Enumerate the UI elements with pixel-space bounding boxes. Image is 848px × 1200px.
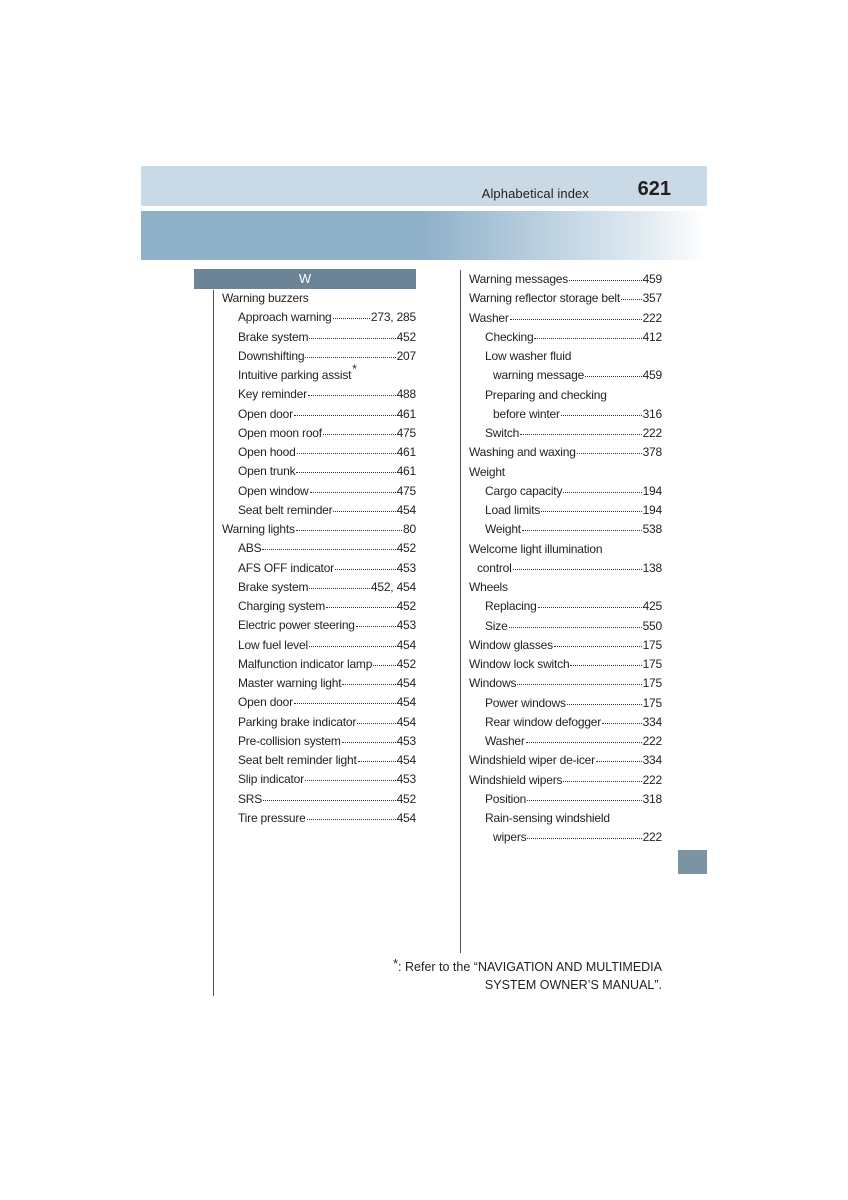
footnote-mark: *: [392, 956, 399, 971]
page-reference: 459: [642, 272, 662, 286]
dot-leader: [534, 337, 641, 339]
page-reference: 175: [642, 676, 662, 691]
dot-leader: [294, 414, 396, 416]
index-term: Windshield wipers: [469, 772, 563, 787]
index-subentry: [222, 693, 416, 712]
index-subentry: [222, 405, 416, 424]
index-term: Washing and waxing: [469, 445, 576, 460]
index-entry: [222, 520, 416, 539]
dot-leader: [323, 433, 396, 435]
index-term: Open window: [238, 483, 309, 498]
index-subentry: [469, 694, 662, 713]
page-reference: 454: [396, 810, 416, 825]
page-number: 621: [637, 178, 671, 200]
index-subentry: [222, 539, 416, 558]
page-reference: 461: [396, 445, 416, 459]
index-term: before winter: [493, 406, 560, 421]
index-subentry: [469, 809, 662, 828]
page-reference: 454: [396, 676, 416, 690]
footnote-line-2: SYSTEM OWNER’S MANUAL”.: [484, 978, 662, 992]
index-subentry: [469, 386, 662, 405]
header-title: Alphabetical index: [481, 186, 589, 201]
index-subentry: [222, 790, 416, 809]
dot-leader: [526, 741, 642, 743]
index-subentry: [222, 347, 416, 366]
index-entry: [469, 674, 662, 693]
index-term: Low washer fluid: [485, 349, 572, 363]
page-reference: 452: [396, 656, 416, 671]
index-term: Preparing and checking: [485, 387, 607, 402]
index-term: Key reminder: [238, 387, 307, 402]
index-subentry: [469, 617, 662, 636]
index-subentry: [222, 462, 416, 481]
dot-leader: [309, 337, 395, 339]
index-term: Open door: [238, 406, 293, 421]
index-entry: [469, 636, 662, 655]
page-reference: 453: [396, 560, 416, 575]
page-reference: 475: [396, 425, 416, 440]
page-reference: 461: [396, 406, 416, 421]
index-entry: [469, 463, 662, 482]
index-entry: [469, 540, 662, 559]
dot-leader: [522, 529, 642, 531]
index-term: Slip indicator: [238, 772, 304, 787]
dot-leader: [527, 799, 641, 801]
page-reference: 138: [642, 560, 662, 575]
index-term: Load limits: [485, 503, 541, 517]
index-term: Washer: [485, 734, 525, 748]
index-term: SRS: [238, 791, 263, 806]
page-reference: 273, 285: [370, 310, 416, 325]
page-reference: 452: [396, 599, 416, 613]
dot-leader: [563, 780, 641, 782]
page-reference: 222: [642, 426, 662, 440]
index-subentry: [469, 790, 662, 809]
index-entry: [469, 443, 662, 462]
index-subentry: [222, 501, 416, 520]
dot-leader: [563, 491, 641, 493]
dot-leader: [309, 587, 370, 589]
dot-leader: [358, 760, 396, 762]
page-reference: 194: [642, 503, 662, 517]
dot-leader: [541, 510, 641, 512]
index-term: Master warning light: [238, 676, 342, 690]
dot-leader: [326, 606, 396, 608]
index-term: Open moon roof: [238, 425, 322, 440]
page-reference: 378: [642, 445, 662, 460]
dot-leader: [297, 452, 396, 454]
index-subentry: [469, 732, 662, 751]
index-entry: [469, 655, 662, 674]
dot-leader: [621, 298, 642, 300]
index-term: Open hood: [238, 445, 296, 459]
index-term: Size: [485, 618, 508, 633]
index-subentry: [222, 385, 416, 404]
index-subentry: [222, 578, 416, 597]
index-column-right: [469, 270, 662, 848]
dot-leader: [517, 683, 641, 685]
page-reference: 318: [642, 791, 662, 806]
index-term: AFS OFF indicator: [238, 560, 334, 575]
index-entry: [469, 309, 662, 328]
page-reference: 453: [396, 618, 416, 633]
page-reference: 454: [396, 695, 416, 710]
index-entry: [469, 578, 662, 597]
page-reference: 207: [396, 348, 416, 363]
index-subentry: [222, 809, 416, 828]
index-term: Cargo capacity: [485, 483, 563, 498]
page-reference: 452, 454: [370, 579, 416, 594]
index-subentry: [222, 482, 416, 501]
page-reference: 175: [642, 657, 662, 671]
page-reference: 454: [396, 753, 416, 767]
page-reference: 175: [642, 637, 662, 652]
dot-leader: [307, 818, 396, 820]
dot-leader: [294, 702, 396, 704]
index-subentry: [222, 713, 416, 732]
index-subentry: [222, 424, 416, 443]
header-band: [141, 211, 707, 260]
index-subentry: [222, 770, 416, 789]
footnote-line-1: [342, 958, 662, 976]
column-rule-left: [213, 290, 214, 996]
dot-leader: [570, 664, 641, 666]
dot-leader: [567, 703, 642, 705]
dot-leader: [309, 645, 396, 647]
index-entry: [469, 289, 662, 308]
page-reference: 222: [642, 310, 662, 325]
dot-leader: [509, 626, 642, 628]
index-term: Low fuel level: [238, 637, 308, 652]
index-term: Pre-collision system: [238, 733, 341, 748]
dot-leader: [342, 683, 395, 685]
index-term: Warning messages: [469, 272, 569, 286]
section-tab-marker: [678, 850, 707, 874]
index-term: Warning reflector storage belt: [469, 291, 620, 306]
dot-leader: [585, 375, 642, 377]
index-subentry: [469, 482, 662, 501]
page-reference: 475: [396, 483, 416, 498]
index-term: Brake system: [238, 579, 309, 594]
index-subentry: [469, 328, 662, 347]
page-reference: 452: [396, 541, 416, 556]
index-term: Intuitive parking assist: [238, 368, 352, 382]
index-term: Window lock switch: [469, 657, 570, 671]
index-subentry: [469, 501, 662, 520]
page-reference: 334: [642, 753, 662, 768]
index-term: Warning lights: [222, 522, 295, 536]
page-reference: 175: [642, 695, 662, 710]
index-subentry: [222, 597, 416, 616]
index-term: Rain-sensing windshield: [485, 811, 610, 825]
index-term: Seat belt reminder light: [238, 753, 357, 767]
dot-leader: [305, 356, 395, 358]
dot-leader: [356, 625, 396, 627]
dot-leader: [342, 741, 396, 743]
dot-leader: [308, 394, 396, 396]
index-term: Tire pressure: [238, 810, 306, 825]
index-term: Parking brake indicator: [238, 714, 357, 729]
section-letter-heading: W: [194, 269, 416, 289]
index-subentry: [222, 655, 416, 674]
index-subentry: [222, 674, 416, 693]
index-term: Weight: [469, 464, 505, 479]
index-term: Warning buzzers: [222, 291, 309, 305]
page-reference: 222: [642, 830, 662, 845]
index-term: Power windows: [485, 695, 566, 710]
page-reference: 412: [642, 329, 662, 344]
index-subentry: [469, 597, 662, 616]
dot-leader: [333, 317, 370, 319]
index-subentry: [469, 405, 662, 424]
index-term: Switch: [485, 426, 520, 440]
page-reference: 425: [642, 599, 662, 614]
index-term: Washer: [469, 310, 509, 325]
index-term: Charging system: [238, 599, 326, 613]
dot-leader: [335, 568, 396, 570]
page-reference: 454: [396, 637, 416, 652]
dot-leader: [527, 837, 641, 839]
index-term: Open trunk: [238, 464, 296, 479]
index-term: warning message: [493, 368, 585, 383]
page-reference: 453: [396, 733, 416, 748]
index-term: Windshield wiper de-icer: [469, 753, 595, 768]
index-term: Wheels: [469, 580, 508, 594]
dot-leader: [296, 471, 395, 473]
page-reference: 459: [642, 368, 662, 383]
page-reference: 461: [396, 464, 416, 479]
page-reference: 334: [642, 714, 662, 729]
page-reference: 80: [403, 522, 416, 536]
page-reference: 454: [396, 502, 416, 517]
index-subentry: [469, 347, 662, 366]
index-term: Position: [485, 791, 527, 806]
page-reference: 454: [396, 714, 416, 729]
index-term: Seat belt reminder: [238, 502, 333, 517]
footnote: [342, 958, 662, 994]
index-subentry: [469, 559, 662, 578]
footnote-reference-mark: *: [352, 362, 357, 376]
dot-leader: [357, 722, 395, 724]
index-term: Rear window defogger: [485, 714, 602, 729]
page-reference: 222: [642, 734, 662, 748]
index-term: control: [477, 560, 512, 575]
footnote-text-1: : Refer to the “NAVIGATION AND MULTIMEDIA: [398, 960, 662, 974]
dot-leader: [310, 491, 396, 493]
index-term: Electric power steering: [238, 618, 355, 633]
dot-leader: [296, 529, 402, 531]
index-subentry: [469, 366, 662, 385]
column-rule-middle: [460, 270, 461, 953]
page-reference: 452: [396, 329, 416, 344]
page-reference: 194: [642, 483, 662, 498]
index-subentry: [469, 828, 662, 847]
index-term: Checking: [485, 329, 534, 344]
index-subentry: [222, 362, 416, 385]
dot-leader: [596, 760, 642, 762]
index-term: Malfunction indicator lamp: [238, 656, 373, 671]
index-subentry: [222, 559, 416, 578]
index-term: Replacing: [485, 599, 537, 614]
page-reference: 357: [642, 291, 662, 306]
dot-leader: [510, 318, 642, 320]
index-entry: [469, 771, 662, 790]
dot-leader: [569, 279, 642, 281]
index-subentry: [222, 443, 416, 462]
dot-leader: [262, 548, 395, 550]
index-term: Window glasses: [469, 637, 553, 652]
page-reference: 316: [642, 406, 662, 421]
dot-leader: [305, 779, 396, 781]
page-reference: 538: [642, 522, 662, 537]
index-subentry: [469, 520, 662, 539]
index-term: Brake system: [238, 329, 309, 344]
index-term: Weight: [485, 522, 521, 537]
index-subentry: [222, 328, 416, 347]
dot-leader: [520, 433, 641, 435]
page-reference: 550: [642, 618, 662, 633]
index-subentry: [222, 308, 416, 327]
index-term: Approach warning: [238, 310, 332, 325]
index-term: Downshifting: [238, 348, 305, 363]
dot-leader: [538, 606, 642, 608]
dot-leader: [561, 414, 642, 416]
index-term: ABS: [238, 541, 262, 556]
index-column-left: [222, 289, 416, 828]
index-term: Open door: [238, 695, 293, 710]
index-subentry: [222, 732, 416, 751]
index-term: wipers: [493, 830, 527, 845]
index-subentry: [222, 616, 416, 635]
index-subentry: [222, 751, 416, 770]
page-reference: 452: [396, 791, 416, 806]
page-reference: 222: [642, 772, 662, 787]
dot-leader: [333, 510, 395, 512]
index-term: Welcome light illumination: [469, 541, 603, 556]
dot-leader: [373, 664, 395, 666]
index-subentry: [469, 424, 662, 443]
dot-leader: [263, 799, 396, 801]
dot-leader: [513, 568, 642, 570]
dot-leader: [554, 645, 642, 647]
index-entry: [469, 270, 662, 289]
index-entry: [469, 751, 662, 770]
page-reference: 453: [396, 772, 416, 787]
page-header: [141, 166, 707, 206]
dot-leader: [602, 722, 642, 724]
index-term: Windows: [469, 676, 517, 691]
index-subentry: [469, 713, 662, 732]
index-entry: [222, 289, 416, 308]
index-subentry: [222, 636, 416, 655]
page-reference: 488: [396, 387, 416, 402]
dot-leader: [577, 452, 642, 454]
